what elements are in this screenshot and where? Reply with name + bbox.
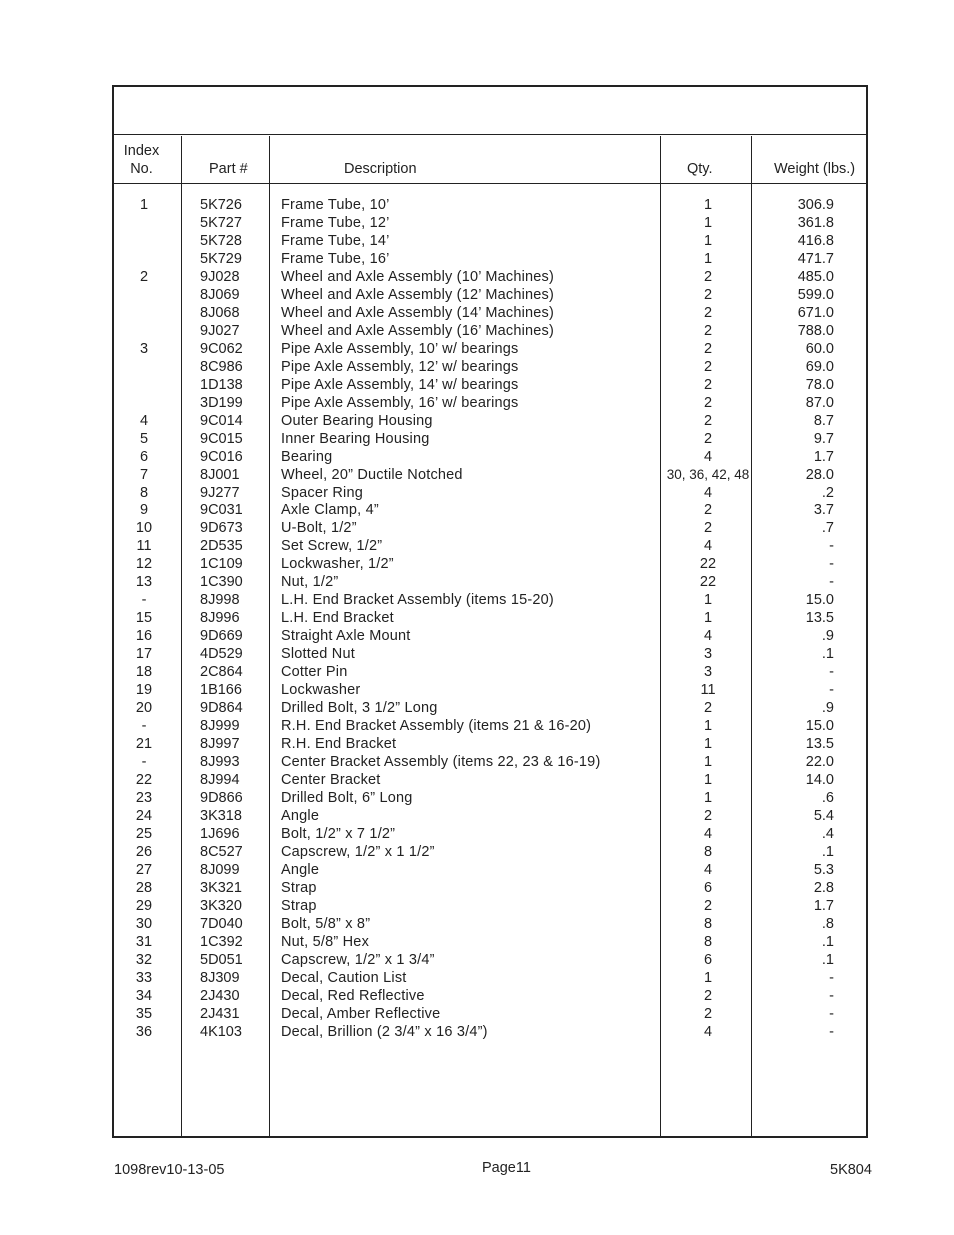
cell-index: 29	[135, 897, 153, 914]
cell-weight: 471.7	[797, 250, 834, 267]
cell-part: 8J993	[200, 754, 240, 771]
cell-weight: 599.0	[797, 286, 834, 303]
cell-weight: 416.8	[797, 232, 834, 249]
cell-description: Lockwasher, 1/2”	[281, 556, 394, 573]
table-row	[114, 789, 870, 807]
cell-qty: 4	[703, 538, 713, 555]
cell-weight: 13.5	[805, 610, 834, 627]
cell-description: R.H. End Bracket Assembly (items 21 & 16-20)	[281, 718, 592, 735]
cell-description: Decal, Caution List	[281, 969, 407, 986]
cell-index: 21	[135, 736, 153, 753]
table-row	[114, 627, 870, 645]
table-row	[114, 286, 870, 304]
cell-qty: 22	[699, 556, 717, 573]
cell-description: Bearing	[281, 448, 333, 465]
cell-qty: 2	[703, 322, 713, 339]
cell-part: 8J999	[200, 718, 240, 735]
table-row	[114, 609, 870, 627]
cell-index: 32	[135, 951, 153, 968]
cell-weight: 3.7	[813, 502, 834, 519]
footer-left: 1098rev10-13-05	[114, 1162, 225, 1178]
cell-weight: 13.5	[805, 736, 834, 753]
cell-qty: 1	[703, 754, 713, 771]
cell-weight: 22.0	[805, 754, 834, 771]
cell-qty: 1	[703, 772, 713, 788]
table-row	[114, 591, 870, 609]
table-row	[114, 250, 870, 268]
cell-description: Outer Bearing Housing	[281, 412, 433, 429]
cell-weight: .7	[821, 520, 834, 537]
table-row	[114, 663, 870, 681]
table-row	[114, 573, 870, 591]
cell-description: U-Bolt, 1/2”	[281, 520, 357, 537]
cell-part: 9J027	[200, 322, 240, 339]
cell-description: Capscrew, 1/2” x 1 1/2”	[281, 843, 435, 860]
cell-part: 8J068	[200, 304, 240, 321]
table-row	[114, 735, 870, 753]
table-row	[114, 214, 870, 232]
cell-part: 9D866	[200, 789, 243, 806]
cell-part: 9D673	[200, 520, 243, 537]
table-row	[114, 915, 870, 933]
cell-index: 27	[135, 861, 153, 878]
table-row	[114, 358, 870, 376]
cell-weight: 788.0	[797, 322, 834, 339]
cell-index: 28	[135, 879, 153, 896]
cell-weight: 485.0	[797, 268, 834, 285]
cell-index: 35	[135, 1005, 153, 1022]
cell-description: Drilled Bolt, 3 1/2” Long	[281, 700, 438, 717]
cell-qty: 2	[703, 430, 713, 447]
cell-part: 8J069	[200, 286, 240, 303]
cell-qty: 6	[703, 951, 713, 968]
table-row	[114, 340, 870, 358]
cell-weight: 15.0	[805, 718, 834, 735]
cell-part: 4K103	[200, 1023, 242, 1040]
cell-qty: 1	[703, 718, 713, 735]
cell-index: 22	[135, 772, 153, 788]
cell-description: Strap	[281, 897, 317, 914]
cell-qty: 2	[703, 376, 713, 393]
cell-qty: 2	[703, 286, 713, 303]
cell-index: 19	[135, 682, 153, 699]
cell-weight: .9	[821, 628, 834, 645]
cell-index: 17	[135, 646, 153, 663]
cell-qty: 1	[703, 214, 713, 231]
parts-table	[112, 85, 868, 1138]
cell-description: Wheel and Axle Assembly (14’ Machines)	[281, 304, 555, 321]
cell-qty: 2	[703, 807, 713, 824]
cell-part: 8C986	[200, 358, 243, 375]
cell-part: 9C015	[200, 430, 243, 447]
cell-index: 18	[135, 664, 153, 681]
table-row	[114, 753, 870, 771]
cell-part: 2J431	[200, 1005, 240, 1022]
cell-weight: 8.7	[813, 412, 834, 429]
cell-weight: -	[829, 969, 834, 986]
cell-part: 8J996	[200, 610, 240, 627]
cell-description: Axle Clamp, 4”	[281, 502, 379, 519]
cell-description: Wheel and Axle Assembly (10’ Machines)	[281, 268, 555, 285]
cell-part: 5D051	[200, 951, 243, 968]
table-row	[114, 681, 870, 699]
cell-index: -	[141, 592, 147, 609]
cell-part: 3D199	[200, 394, 243, 411]
cell-description: L.H. End Bracket	[281, 610, 394, 627]
cell-qty: 1	[703, 232, 713, 249]
cell-weight: 28.0	[805, 466, 834, 483]
header-index	[114, 142, 169, 178]
cell-weight: 306.9	[797, 197, 834, 213]
cell-description: R.H. End Bracket	[281, 736, 397, 753]
table-row	[114, 304, 870, 322]
cell-qty: 2	[703, 700, 713, 717]
table-row	[114, 448, 870, 466]
cell-description: Pipe Axle Assembly, 14’ w/ bearings	[281, 376, 519, 393]
cell-weight: .1	[821, 646, 834, 663]
cell-description: Inner Bearing Housing	[281, 430, 430, 447]
cell-weight: 671.0	[797, 304, 834, 321]
cell-qty: 1	[703, 250, 713, 267]
cell-qty: 1	[703, 197, 713, 213]
cell-part: 1C392	[200, 933, 243, 950]
cell-description: Capscrew, 1/2” x 1 3/4”	[281, 951, 435, 968]
table-row	[114, 969, 870, 987]
cell-description: Pipe Axle Assembly, 16’ w/ bearings	[281, 394, 519, 411]
table-row	[114, 699, 870, 717]
cell-index: 23	[135, 789, 153, 806]
header-description: Description	[344, 161, 417, 177]
cell-weight: .6	[821, 789, 834, 806]
cell-description: Frame Tube, 10’	[281, 197, 390, 213]
cell-description: L.H. End Bracket Assembly (items 15-20)	[281, 592, 554, 609]
cell-index: 1	[139, 197, 149, 213]
cell-part: 2C864	[200, 664, 243, 681]
cell-part: 9C062	[200, 340, 243, 357]
cell-weight: -	[829, 1023, 834, 1040]
table-row	[114, 394, 870, 412]
cell-weight: .9	[821, 700, 834, 717]
cell-part: 1D138	[200, 376, 243, 393]
cell-index: 33	[135, 969, 153, 986]
cell-index: 7	[139, 466, 149, 483]
cell-index: 25	[135, 825, 153, 842]
cell-index: 12	[135, 556, 153, 573]
cell-weight: -	[829, 682, 834, 699]
cell-part: 9D864	[200, 700, 243, 717]
cell-weight: 5.3	[813, 861, 834, 878]
cell-part: 9C016	[200, 448, 243, 465]
cell-description: Frame Tube, 14’	[281, 232, 390, 249]
cell-description: Wheel and Axle Assembly (12’ Machines)	[281, 286, 555, 303]
cell-index: 4	[139, 412, 149, 429]
table-row	[114, 897, 870, 915]
cell-description: Slotted Nut	[281, 646, 355, 663]
cell-weight: -	[829, 987, 834, 1004]
cell-index: 13	[135, 574, 153, 591]
cell-description: Strap	[281, 879, 317, 896]
cell-part: 3K320	[200, 897, 242, 914]
cell-part: 1J696	[200, 825, 240, 842]
cell-weight: 5.4	[813, 807, 834, 824]
table-row	[114, 412, 870, 430]
cell-part: 1C109	[200, 556, 243, 573]
cell-qty: 4	[703, 484, 713, 501]
cell-description: Nut, 5/8” Hex	[281, 933, 370, 950]
cell-part: 7D040	[200, 915, 243, 932]
cell-qty: 2	[703, 340, 713, 357]
cell-qty: 2	[703, 394, 713, 411]
title-divider	[114, 134, 866, 135]
cell-qty: 2	[703, 268, 713, 285]
cell-index: 9	[139, 502, 149, 519]
cell-qty: 22	[699, 574, 717, 591]
cell-description: Decal, Amber Reflective	[281, 1005, 441, 1022]
cell-part: 1B166	[200, 682, 242, 699]
table-row	[114, 376, 870, 394]
cell-part: 8J998	[200, 592, 240, 609]
cell-weight: -	[829, 538, 834, 555]
cell-weight: -	[829, 1005, 834, 1022]
cell-index: 31	[135, 933, 153, 950]
cell-description: Straight Axle Mount	[281, 628, 411, 645]
cell-weight: -	[829, 556, 834, 573]
table-row	[114, 466, 870, 484]
cell-part: 9J028	[200, 268, 240, 285]
cell-index: 10	[135, 520, 153, 537]
cell-description: Spacer Ring	[281, 484, 363, 501]
cell-index: 34	[135, 987, 153, 1004]
cell-index: -	[141, 754, 147, 771]
cell-description: Angle	[281, 807, 320, 824]
cell-qty: 2	[703, 987, 713, 1004]
cell-index: -	[141, 718, 147, 735]
table-row	[114, 717, 870, 735]
cell-description: Wheel, 20” Ductile Notched	[281, 466, 463, 483]
cell-qty: 1	[703, 610, 713, 627]
table-row	[114, 196, 870, 214]
cell-index: 24	[135, 807, 153, 824]
table-row	[114, 951, 870, 969]
table-row	[114, 771, 870, 789]
cell-weight: 15.0	[805, 592, 834, 609]
cell-description: Frame Tube, 12’	[281, 214, 390, 231]
cell-index: 30	[135, 915, 153, 932]
cell-qty: 1	[703, 789, 713, 806]
cell-qty: 30, 36, 42, 48	[666, 466, 750, 482]
cell-index: 36	[135, 1023, 153, 1040]
footer-right: 5K804	[830, 1162, 872, 1178]
table-row	[114, 484, 870, 502]
cell-qty: 4	[703, 825, 713, 842]
cell-part: 5K729	[200, 250, 242, 267]
cell-index: 6	[139, 448, 149, 465]
table-row	[114, 933, 870, 951]
cell-index: 26	[135, 843, 153, 860]
cell-index: 16	[135, 628, 153, 645]
cell-index: 5	[139, 430, 149, 447]
cell-description: Frame Tube, 16’	[281, 250, 390, 267]
cell-qty: 4	[703, 628, 713, 645]
cell-part: 8J001	[200, 466, 240, 483]
cell-index: 2	[139, 268, 149, 285]
cell-description: Pipe Axle Assembly, 10’ w/ bearings	[281, 340, 519, 357]
table-row	[114, 519, 870, 537]
cell-description: Bolt, 1/2” x 7 1/2”	[281, 825, 396, 842]
cell-qty: 2	[703, 304, 713, 321]
table-row	[114, 1023, 870, 1041]
cell-qty: 2	[703, 520, 713, 537]
cell-weight: 1.7	[813, 448, 834, 465]
cell-part: 8J309	[200, 969, 240, 986]
cell-weight: -	[829, 664, 834, 681]
cell-qty: 3	[703, 664, 713, 681]
cell-part: 3K321	[200, 879, 242, 896]
cell-description: Bolt, 5/8” x 8”	[281, 915, 371, 932]
cell-weight: .8	[821, 915, 834, 932]
cell-weight: 361.8	[797, 214, 834, 231]
cell-qty: 2	[703, 412, 713, 429]
cell-weight: 87.0	[805, 394, 834, 411]
header-qty: Qty.	[687, 161, 713, 177]
cell-part: 2J430	[200, 987, 240, 1004]
table-row	[114, 861, 870, 879]
cell-weight: 78.0	[805, 376, 834, 393]
table-row	[114, 987, 870, 1005]
cell-part: 8J099	[200, 861, 240, 878]
cell-description: Center Bracket	[281, 772, 381, 788]
cell-description: Decal, Red Reflective	[281, 987, 425, 1004]
cell-part: 3K318	[200, 807, 242, 824]
table-row	[114, 807, 870, 825]
table-row	[114, 322, 870, 340]
cell-part: 1C390	[200, 574, 243, 591]
header-part: Part #	[209, 161, 248, 177]
cell-index: 20	[135, 700, 153, 717]
cell-description: Cotter Pin	[281, 664, 348, 681]
cell-part: 8C527	[200, 843, 243, 860]
cell-qty: 4	[703, 448, 713, 465]
table-row	[114, 555, 870, 573]
cell-weight: .1	[821, 933, 834, 950]
header-weight: Weight (lbs.)	[774, 161, 856, 177]
cell-index: 11	[136, 538, 152, 555]
cell-qty: 1	[703, 969, 713, 986]
cell-weight: 14.0	[805, 772, 834, 788]
cell-weight: 2.8	[813, 879, 834, 896]
cell-description: Center Bracket Assembly (items 22, 23 & 16-19)	[281, 754, 601, 771]
cell-part: 8J994	[200, 772, 240, 788]
cell-description: Wheel and Axle Assembly (16’ Machines)	[281, 322, 555, 339]
cell-qty: 3	[703, 646, 713, 663]
cell-index: 8	[139, 484, 149, 501]
cell-qty: 2	[703, 358, 713, 375]
table-row	[114, 1005, 870, 1023]
header-divider	[114, 183, 866, 184]
cell-weight: 60.0	[805, 340, 834, 357]
footer-page: Page11	[482, 1160, 531, 1176]
table-row	[114, 645, 870, 663]
cell-part: 8J997	[200, 736, 240, 753]
cell-qty: 8	[703, 915, 713, 932]
cell-part: 5K728	[200, 232, 242, 249]
table-row	[114, 430, 870, 448]
cell-qty: 6	[703, 879, 713, 896]
cell-description: Lockwasher	[281, 682, 361, 699]
cell-index: 15	[135, 610, 153, 627]
cell-weight: 1.7	[813, 897, 834, 914]
cell-description: Angle	[281, 861, 320, 878]
cell-part: 9C014	[200, 412, 243, 429]
cell-qty: 1	[703, 592, 713, 609]
cell-weight: .1	[821, 843, 834, 860]
cell-weight: .2	[821, 484, 834, 501]
cell-qty: 8	[703, 843, 713, 860]
cell-qty: 2	[703, 1005, 713, 1022]
cell-weight: 69.0	[805, 358, 834, 375]
cell-qty: 1	[703, 736, 713, 753]
cell-qty: 11	[700, 682, 716, 699]
cell-part: 9D669	[200, 628, 243, 645]
table-row	[114, 879, 870, 897]
header-index-line1: Index	[123, 143, 160, 159]
cell-qty: 4	[703, 1023, 713, 1040]
table-row	[114, 843, 870, 861]
table-body	[114, 196, 870, 1041]
header-index-line2: No.	[130, 161, 153, 177]
cell-part: 4D529	[200, 646, 243, 663]
cell-index: 3	[139, 340, 149, 357]
table-row	[114, 537, 870, 555]
cell-part: 9J277	[200, 484, 240, 501]
cell-description: Decal, Brillion (2 3/4” x 16 3/4”)	[281, 1023, 488, 1040]
table-row	[114, 232, 870, 250]
cell-qty: 2	[703, 502, 713, 519]
cell-weight: -	[829, 574, 834, 591]
cell-part: 5K727	[200, 214, 242, 231]
cell-part: 5K726	[200, 197, 242, 213]
cell-qty: 2	[703, 897, 713, 914]
cell-part: 2D535	[200, 538, 243, 555]
cell-description: Set Screw, 1/2”	[281, 538, 383, 555]
cell-weight: .4	[821, 825, 834, 842]
cell-part: 9C031	[200, 502, 243, 519]
table-row	[114, 268, 870, 286]
cell-description: Nut, 1/2”	[281, 574, 339, 591]
cell-description: Drilled Bolt, 6” Long	[281, 789, 413, 806]
cell-weight: .1	[821, 951, 834, 968]
table-row	[114, 501, 870, 519]
cell-weight: 9.7	[813, 430, 834, 447]
cell-qty: 8	[703, 933, 713, 950]
table-row	[114, 825, 870, 843]
cell-description: Pipe Axle Assembly, 12’ w/ bearings	[281, 358, 519, 375]
cell-qty: 4	[703, 861, 713, 878]
